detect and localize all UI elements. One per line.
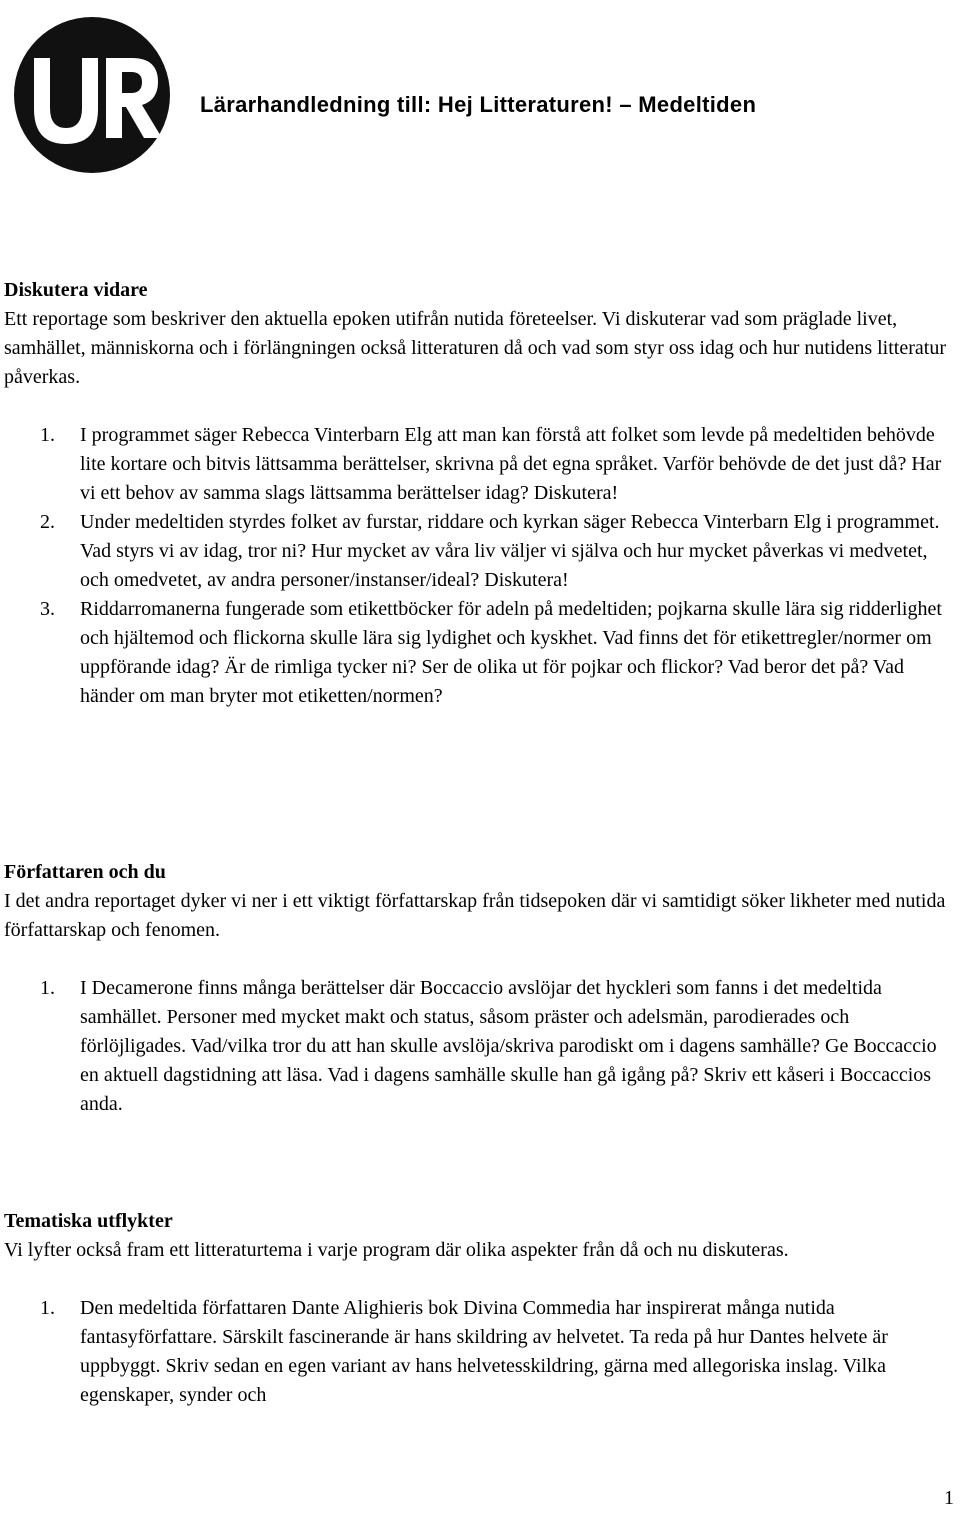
section-intro: Ett reportage som beskriver den aktuella epoken utifrån nutida företeelser. Vi diskuterar vad som präglade livet, samhället, människorna och i förlängningen också litteraturen då och vad som styr oss idag och hur nutidens litteratur påverkas. [4,308,946,388]
question-list [4,421,954,711]
section-forfattaren-och-du [4,858,954,1119]
section-heading: Tematiska utflykter [4,1210,173,1232]
question-number: 1. [40,424,55,446]
question-text: I programmet säger Rebecca Vinterbarn Elg att man kan förstå att folket som levde på medeltiden behövde lite kortare och bitvis lättsamma berättelser, skrivna på det egna språket. Varför behövde de det just då? Har vi ett behov av samma slags lättsamma berättelser idag? Diskutera! [80,424,942,504]
question-text: Riddarromanerna fungerade som etikettböcker för adeln på medeltiden; pojkarna skulle lära sig ridderlighet och hjältemod och flickorna skulle lära sig lydighet och kyskhet. Vad finns det för etikettregler/normer om uppförande idag? Är de rimliga tycker ni? Ser de olika ut för pojkar och flickor? Vad beror det på? Vad händer om man bryter mot etiketten/normen? [80,598,942,707]
question-number: 1. [40,977,55,999]
section-diskutera-vidare [4,276,954,711]
section-heading: Författaren och du [4,861,166,883]
question-item [4,508,954,595]
question-item [4,595,954,711]
section-tematiska-utflykter [4,1207,954,1410]
question-list [4,1294,954,1410]
question-number: 1. [40,1297,55,1319]
question-text: Den medeltida författaren Dante Alighieris bok Divina Commedia har inspirerat många nutida fantasyförfattare. Särskilt fascinerande är hans skildring av helvetet. Ta reda på hur Dantes helvete är uppbyggt. Skriv sedan en egen variant av hans helvetesskildring, gärna med allegoriska inslag. Vilka egenskaper, synder och [80,1297,888,1406]
question-number: 2. [40,511,55,533]
question-list [4,974,954,1119]
section-intro: I det andra reportaget dyker vi ner i ett viktigt författarskap från tidsepoken där vi samtidigt söker likheter med nutida författarskap och fenomen. [4,890,946,941]
question-item [4,421,954,508]
page-number: 1 [944,1487,954,1509]
ur-logo-icon [4,16,180,174]
question-text: Under medeltiden styrdes folket av furstar, riddare och kyrkan säger Rebecca Vinterbarn Elg i programmet. Vad styrs vi av idag, tror ni? Hur mycket av våra liv väljer vi själva och hur mycket påverkas vi medvetet, och omedvetet, av andra personer/instanser/ideal? Diskutera! [80,511,940,591]
question-item [4,974,954,1119]
section-heading: Diskutera vidare [4,279,148,301]
section-intro: Vi lyfter också fram ett litteraturtema i varje program där olika aspekter från då och nu diskuteras. [4,1239,789,1261]
question-text: I Decamerone finns många berättelser där Boccaccio avslöjar det hyckleri som fanns i det medeltida samhället. Personer med mycket makt och status, såsom präster och adelsmän, parodierades och förlöjligades. Vad/vilka tror du att han skulle avslöja/skriva parodiskt om i dagens samhälle? Ge Boccaccio en aktuell dagstidning att läsa. Vad i dagens samhälle skulle han gå igång på? Skriv ett kåseri i Boccaccios anda. [80,977,937,1115]
question-number: 3. [40,598,55,620]
ur-logo [4,16,180,174]
question-item [4,1294,954,1410]
document-title: Lärarhandledning till: Hej Litteraturen! – Medeltiden [200,92,757,117]
